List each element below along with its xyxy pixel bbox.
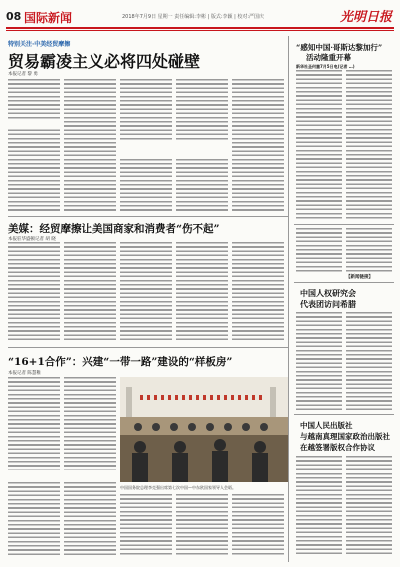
news-link-label: 【新闻链接】 [346,275,373,280]
column-break [8,120,60,128]
right-story-3-text [296,456,342,557]
section-title: 国际新闻 [24,11,73,25]
feature-text-column [232,79,284,211]
story-3-text-column [8,377,60,557]
right-story-3-headline-line-2: 与越南真理国家政治出版社 [300,432,390,441]
feature-headline: 贸易霸凌主义必将四处碰壁 [8,52,201,71]
newspaper-logo: 光明日报 [340,10,393,25]
right-story-2-text [346,312,392,410]
story-2-text-column [176,242,228,342]
story-3-byline: 本报记者 陈慧稚 [8,371,41,376]
right-story-3-headline-line-3: 在越签署版权合作协议 [300,443,375,452]
right-story-1-text [296,70,342,220]
story-3-text-column [120,494,172,557]
right-story-3-headline-line-1: 中国人民出版社 [300,421,353,430]
story-3-text-column [176,494,228,557]
story-divider [8,347,288,348]
story-divider [294,224,394,225]
story-2-text-column [8,242,60,342]
story-2-byline: 本报驻华盛顿记者 胡 晓 [8,237,56,242]
masthead [0,0,400,28]
story-3-text-column [232,494,284,557]
header-rule [6,27,394,29]
conference-photo-illustration [120,377,288,482]
conference-photo [120,377,288,482]
issue-meta: 2018年7月9日 星期一 责任编辑:李彬 | 版式:李颖 | 校对:严国庆 [122,14,265,20]
photo-caption: 中国国务院总理李克强出席第七次中国—中东欧国家领导人会晤。 [120,485,236,490]
right-story-1-lead: 新华社圣何塞7月5日电(记者 …) [296,64,355,69]
right-story-2-headline-line-2: 代表团访问希腊 [300,299,356,309]
story-divider [294,414,394,415]
story-2-headline: 美媒：经贸摩擦让美国商家和消费者“伤不起” [8,223,220,235]
story-3-headline: “16+1合作”：兴建“一带一路”建设的“样板房” [8,356,233,368]
header-rule-thin [6,30,394,31]
story-2-text-column [64,242,116,342]
column-break [120,142,228,156]
right-story-1-text [346,70,392,220]
story-2-text-column [120,242,172,342]
feature-kicker: 特别关注·中美经贸摩擦 [8,41,71,48]
story-3-text-column [64,377,116,557]
right-story-1-headline-line-1: “感知中国·哥斯达黎加行” [296,43,383,52]
right-story-3-text [346,456,392,557]
story-divider [294,282,394,283]
right-text [346,228,392,272]
right-text [296,228,342,272]
right-story-1-headline-line-2: 活动隆重开幕 [306,53,351,62]
column-break [8,470,116,480]
page-number: 08 [6,10,22,23]
feature-text-column [8,79,60,211]
story-2-text-column [232,242,284,342]
feature-byline: 本报记者 黎 勇 [8,72,38,77]
feature-text-column [64,79,116,211]
right-story-2-headline-line-1: 中国人权研究会 [300,288,356,298]
story-divider [8,216,288,217]
column-divider [288,36,289,562]
right-story-2-text [296,312,342,410]
